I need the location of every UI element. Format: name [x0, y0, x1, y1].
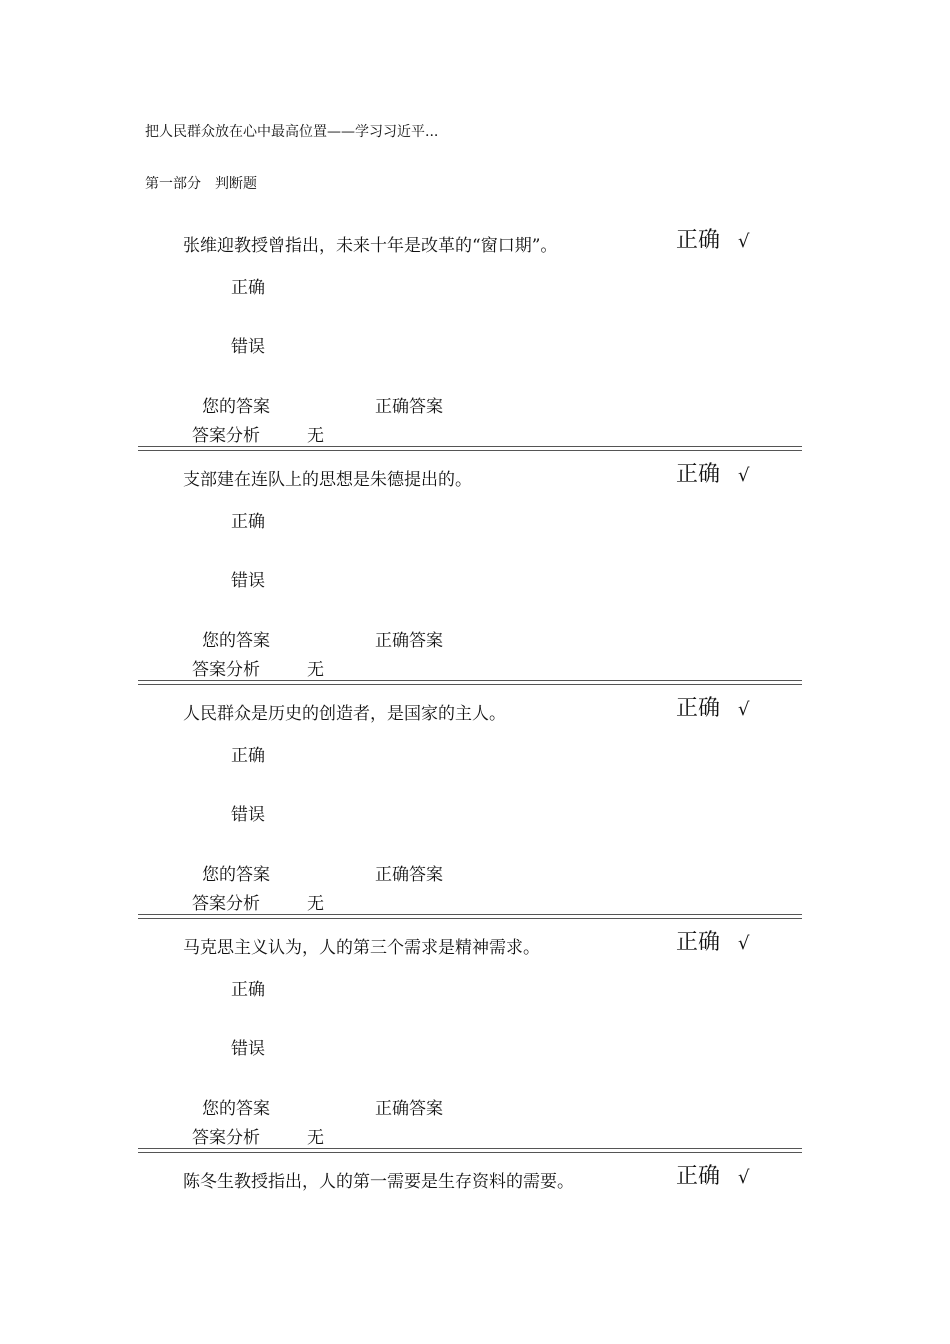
divider [138, 446, 802, 451]
document-title: 把人民群众放在心中最高位置——学习习近平... [145, 124, 439, 140]
question-item [0, 1164, 950, 1247]
checkmark-icon: √ [738, 1167, 750, 1188]
option-true[interactable]: 正确 [231, 278, 265, 298]
option-false[interactable]: 错误 [231, 1039, 265, 1059]
result-text: 正确 [676, 462, 721, 487]
checkmark-icon: √ [738, 699, 750, 720]
correct-answer-label: 正确答案 [375, 1099, 443, 1119]
result-badge [676, 1159, 750, 1190]
your-answer-label: 您的答案 [202, 631, 270, 651]
analysis-value: 无 [307, 1128, 324, 1148]
result-text: 正确 [676, 930, 721, 955]
divider [138, 914, 802, 919]
checkmark-icon: √ [738, 231, 750, 252]
checkmark-icon: √ [738, 933, 750, 954]
question-text: 支部建在连队上的思想是朱德提出的。 [183, 470, 472, 490]
analysis-value: 无 [307, 894, 324, 914]
analysis-label: 答案分析 [192, 1128, 260, 1148]
divider [138, 680, 802, 685]
question-item [0, 462, 950, 699]
option-false[interactable]: 错误 [231, 571, 265, 591]
result-badge [676, 925, 750, 956]
divider [138, 1148, 802, 1153]
result-text: 正确 [676, 228, 721, 253]
result-badge [676, 223, 750, 254]
analysis-label: 答案分析 [192, 426, 260, 446]
correct-answer-label: 正确答案 [375, 865, 443, 885]
option-true[interactable]: 正确 [231, 512, 265, 532]
analysis-label: 答案分析 [192, 894, 260, 914]
correct-answer-label: 正确答案 [375, 397, 443, 417]
section-title: 第一部分 判断题 [145, 176, 257, 192]
question-item [0, 930, 950, 1167]
question-text: 人民群众是历史的创造者，是国家的主人。 [183, 704, 506, 724]
question-text: 张维迎教授曾指出，未来十年是改革的“窗口期”。 [183, 236, 558, 256]
your-answer-label: 您的答案 [202, 1099, 270, 1119]
result-badge [676, 457, 750, 488]
analysis-value: 无 [307, 426, 324, 446]
result-text: 正确 [676, 696, 721, 721]
question-text: 陈冬生教授指出，人的第一需要是生存资料的需要。 [183, 1172, 574, 1192]
result-badge [676, 691, 750, 722]
analysis-value: 无 [307, 660, 324, 680]
question-item [0, 696, 950, 933]
option-true[interactable]: 正确 [231, 980, 265, 1000]
option-true[interactable]: 正确 [231, 746, 265, 766]
your-answer-label: 您的答案 [202, 865, 270, 885]
question-text: 马克思主义认为，人的第三个需求是精神需求。 [183, 938, 540, 958]
correct-answer-label: 正确答案 [375, 631, 443, 651]
result-text: 正确 [676, 1164, 721, 1189]
option-false[interactable]: 错误 [231, 805, 265, 825]
checkmark-icon: √ [738, 465, 750, 486]
analysis-label: 答案分析 [192, 660, 260, 680]
question-item [0, 228, 950, 465]
your-answer-label: 您的答案 [202, 397, 270, 417]
option-false[interactable]: 错误 [231, 337, 265, 357]
